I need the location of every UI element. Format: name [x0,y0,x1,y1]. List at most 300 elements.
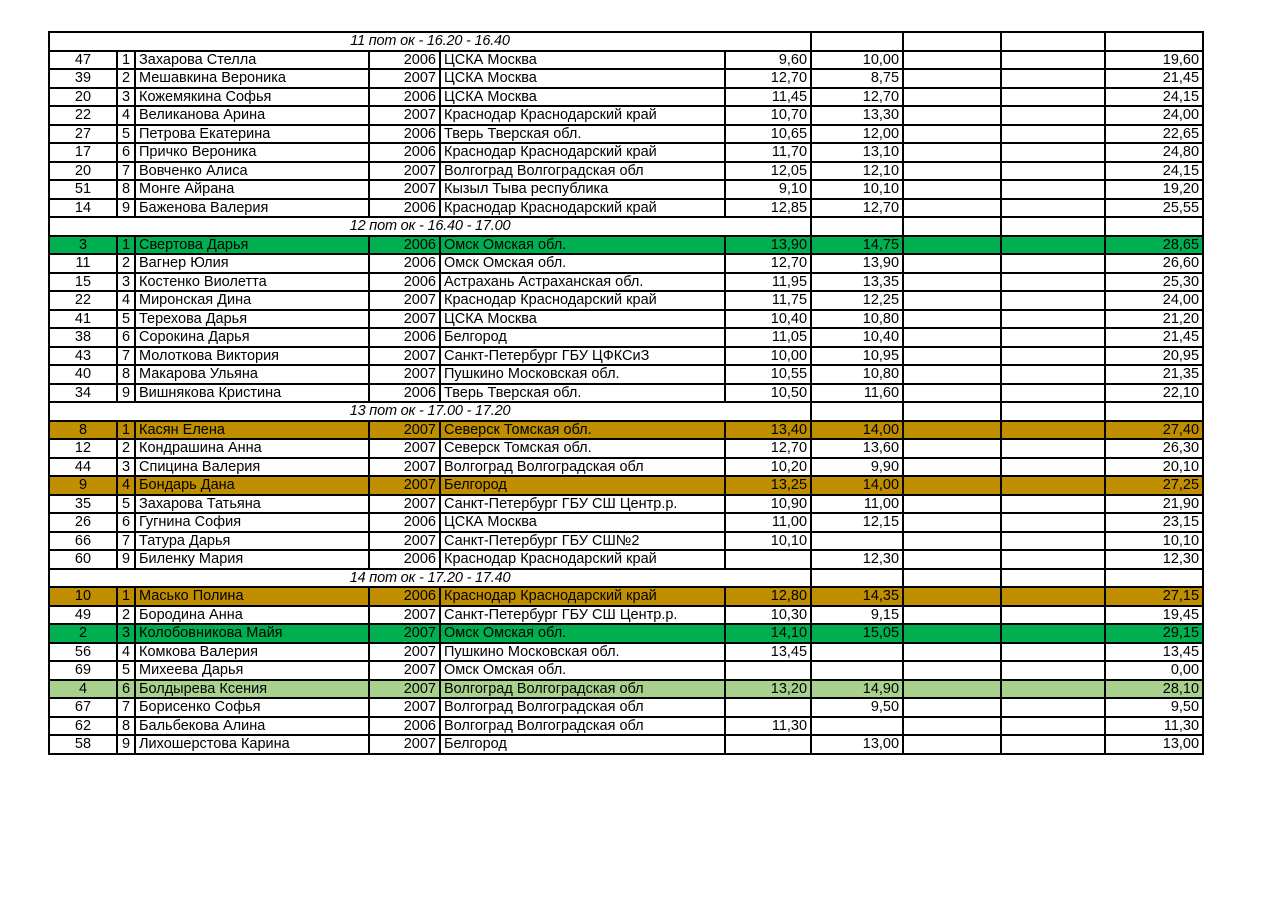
total-cell: 24,15 [1105,162,1203,181]
club-cell: Волгоград Волгоградская обл [440,458,725,477]
score-1-cell: 11,30 [725,717,811,736]
place-cell: 51 [49,180,117,199]
birth-year-cell: 2007 [369,698,440,717]
club-cell: ЦСКА Москва [440,88,725,107]
athlete-name-cell: Макарова Ульяна [135,365,369,384]
club-cell: Краснодар Краснодарский край [440,106,725,125]
score-3-cell [903,51,1001,70]
birth-year-cell: 2006 [369,51,440,70]
start-number-cell: 4 [117,291,135,310]
birth-year-cell: 2007 [369,291,440,310]
place-cell: 43 [49,347,117,366]
start-number-cell: 6 [117,513,135,532]
start-number-cell: 2 [117,439,135,458]
empty-header-cell [903,569,1001,588]
score-1-cell: 10,90 [725,495,811,514]
place-cell: 49 [49,606,117,625]
birth-year-cell: 2006 [369,587,440,606]
score-2-cell: 10,95 [811,347,903,366]
place-cell: 34 [49,384,117,403]
total-cell: 19,20 [1105,180,1203,199]
club-cell: Омск Омская обл. [440,236,725,255]
score-4-cell [1001,735,1105,754]
birth-year-cell: 2007 [369,69,440,88]
start-number-cell: 3 [117,624,135,643]
birth-year-cell: 2006 [369,143,440,162]
club-cell: Омск Омская обл. [440,661,725,680]
score-1-cell: 11,70 [725,143,811,162]
score-4-cell [1001,143,1105,162]
club-cell: ЦСКА Москва [440,310,725,329]
athlete-name-cell: Вовченко Алиса [135,162,369,181]
table-row [49,421,1203,440]
club-cell: Краснодар Краснодарский край [440,291,725,310]
start-number-cell: 4 [117,643,135,662]
athlete-name-cell: Миронская Дина [135,291,369,310]
score-3-cell [903,532,1001,551]
total-cell: 20,10 [1105,458,1203,477]
score-3-cell [903,624,1001,643]
place-cell: 69 [49,661,117,680]
table-row [49,735,1203,754]
start-number-cell: 9 [117,550,135,569]
score-2-cell: 9,15 [811,606,903,625]
birth-year-cell: 2007 [369,532,440,551]
total-cell: 10,10 [1105,532,1203,551]
start-number-cell: 1 [117,587,135,606]
flow-header-row [49,402,1203,421]
score-2-cell: 10,80 [811,365,903,384]
score-4-cell [1001,328,1105,347]
club-cell: Тверь Тверская обл. [440,125,725,144]
athlete-name-cell: Комкова Валерия [135,643,369,662]
birth-year-cell: 2007 [369,421,440,440]
score-4-cell [1001,291,1105,310]
score-1-cell: 10,40 [725,310,811,329]
score-4-cell [1001,495,1105,514]
birth-year-cell: 2006 [369,254,440,273]
birth-year-cell: 2006 [369,384,440,403]
club-cell: Северск Томская обл. [440,421,725,440]
score-3-cell [903,661,1001,680]
club-cell: Пушкино Московская обл. [440,365,725,384]
score-4-cell [1001,254,1105,273]
birth-year-cell: 2007 [369,106,440,125]
place-cell: 44 [49,458,117,477]
score-2-cell [811,717,903,736]
total-cell: 24,80 [1105,143,1203,162]
score-3-cell [903,384,1001,403]
score-3-cell [903,106,1001,125]
birth-year-cell: 2006 [369,88,440,107]
total-cell: 26,60 [1105,254,1203,273]
total-cell: 19,45 [1105,606,1203,625]
start-number-cell: 1 [117,421,135,440]
athlete-name-cell: Кожемякина Софья [135,88,369,107]
empty-header-cell [1001,217,1105,236]
athlete-name-cell: Сорокина Дарья [135,328,369,347]
table-row [49,661,1203,680]
empty-header-cell [1001,402,1105,421]
birth-year-cell: 2007 [369,606,440,625]
birth-year-cell: 2007 [369,476,440,495]
score-1-cell: 10,10 [725,532,811,551]
birth-year-cell: 2007 [369,162,440,181]
start-number-cell: 2 [117,254,135,273]
club-cell: Астрахань Астраханская обл. [440,273,725,292]
place-cell: 8 [49,421,117,440]
score-3-cell [903,273,1001,292]
table-row [49,236,1203,255]
club-cell: Пушкино Московская обл. [440,643,725,662]
athlete-name-cell: Молоткова Виктория [135,347,369,366]
table-row [49,698,1203,717]
empty-header-cell [1001,32,1105,51]
start-number-cell: 5 [117,125,135,144]
total-cell: 27,40 [1105,421,1203,440]
start-number-cell: 1 [117,51,135,70]
score-2-cell: 10,40 [811,328,903,347]
birth-year-cell: 2007 [369,495,440,514]
score-1-cell: 10,50 [725,384,811,403]
club-cell: Волгоград Волгоградская обл [440,162,725,181]
score-2-cell: 12,15 [811,513,903,532]
score-1-cell: 11,05 [725,328,811,347]
start-number-cell: 6 [117,680,135,699]
score-3-cell [903,69,1001,88]
birth-year-cell: 2007 [369,643,440,662]
start-number-cell: 9 [117,735,135,754]
start-number-cell: 7 [117,698,135,717]
place-cell: 56 [49,643,117,662]
athlete-name-cell: Захарова Татьяна [135,495,369,514]
total-cell: 25,55 [1105,199,1203,218]
table-row [49,532,1203,551]
athlete-name-cell: Болдырева Ксения [135,680,369,699]
place-cell: 27 [49,125,117,144]
score-2-cell: 14,00 [811,421,903,440]
athlete-name-cell: Спицина Валерия [135,458,369,477]
empty-header-cell [1105,217,1203,236]
place-cell: 15 [49,273,117,292]
score-2-cell [811,661,903,680]
score-2-cell: 13,00 [811,735,903,754]
score-2-cell: 14,35 [811,587,903,606]
flow-title: 11 пот ок - 16.20 - 16.40 [49,32,811,51]
club-cell: Санкт-Петербург ГБУ СШ№2 [440,532,725,551]
score-4-cell [1001,624,1105,643]
athlete-name-cell: Касян Елена [135,421,369,440]
table-row [49,550,1203,569]
score-3-cell [903,310,1001,329]
table-row [49,143,1203,162]
empty-header-cell [811,569,903,588]
score-2-cell: 13,90 [811,254,903,273]
score-2-cell: 14,90 [811,680,903,699]
score-3-cell [903,162,1001,181]
score-4-cell [1001,513,1105,532]
score-3-cell [903,328,1001,347]
score-2-cell [811,532,903,551]
birth-year-cell: 2007 [369,680,440,699]
birth-year-cell: 2007 [369,439,440,458]
athlete-name-cell: Михеева Дарья [135,661,369,680]
start-number-cell: 6 [117,143,135,162]
score-3-cell [903,476,1001,495]
start-number-cell: 5 [117,495,135,514]
score-2-cell: 12,25 [811,291,903,310]
score-1-cell: 9,60 [725,51,811,70]
total-cell: 0,00 [1105,661,1203,680]
table-row [49,513,1203,532]
score-3-cell [903,458,1001,477]
score-2-cell: 13,30 [811,106,903,125]
score-1-cell [725,735,811,754]
score-1-cell: 12,70 [725,69,811,88]
club-cell: Кызыл Тыва республика [440,180,725,199]
table-row [49,162,1203,181]
score-3-cell [903,735,1001,754]
score-3-cell [903,291,1001,310]
total-cell: 27,15 [1105,587,1203,606]
score-1-cell: 11,00 [725,513,811,532]
athlete-name-cell: Гугнина София [135,513,369,532]
score-4-cell [1001,476,1105,495]
empty-header-cell [811,32,903,51]
club-cell: Белгород [440,476,725,495]
table-row [49,384,1203,403]
score-3-cell [903,587,1001,606]
table-row [49,476,1203,495]
athlete-name-cell: Баженова Валерия [135,199,369,218]
total-cell: 11,30 [1105,717,1203,736]
start-number-cell: 5 [117,310,135,329]
club-cell: Омск Омская обл. [440,254,725,273]
total-cell: 21,45 [1105,328,1203,347]
total-cell: 29,15 [1105,624,1203,643]
score-2-cell: 10,80 [811,310,903,329]
total-cell: 28,65 [1105,236,1203,255]
birth-year-cell: 2006 [369,236,440,255]
place-cell: 20 [49,162,117,181]
place-cell: 47 [49,51,117,70]
birth-year-cell: 2006 [369,513,440,532]
place-cell: 67 [49,698,117,717]
birth-year-cell: 2006 [369,717,440,736]
table-row [49,624,1203,643]
athlete-name-cell: Причко Вероника [135,143,369,162]
total-cell: 23,15 [1105,513,1203,532]
start-number-cell: 3 [117,458,135,477]
total-cell: 24,15 [1105,88,1203,107]
athlete-name-cell: Монге Айрана [135,180,369,199]
table-row [49,180,1203,199]
score-1-cell: 13,40 [725,421,811,440]
score-2-cell [811,643,903,662]
start-number-cell: 3 [117,88,135,107]
place-cell: 3 [49,236,117,255]
place-cell: 35 [49,495,117,514]
score-1-cell: 13,90 [725,236,811,255]
place-cell: 41 [49,310,117,329]
score-2-cell: 8,75 [811,69,903,88]
place-cell: 14 [49,199,117,218]
start-number-cell: 7 [117,162,135,181]
score-3-cell [903,439,1001,458]
athlete-name-cell: Бородина Анна [135,606,369,625]
athlete-name-cell: Масько Полина [135,587,369,606]
total-cell: 9,50 [1105,698,1203,717]
score-2-cell: 11,60 [811,384,903,403]
score-4-cell [1001,199,1105,218]
place-cell: 22 [49,291,117,310]
score-4-cell [1001,273,1105,292]
club-cell: Санкт-Петербург ГБУ СШ Центр.р. [440,495,725,514]
score-4-cell [1001,532,1105,551]
club-cell: Тверь Тверская обл. [440,384,725,403]
score-1-cell: 11,75 [725,291,811,310]
place-cell: 20 [49,88,117,107]
club-cell: Краснодар Краснодарский край [440,143,725,162]
place-cell: 12 [49,439,117,458]
score-3-cell [903,421,1001,440]
total-cell: 13,00 [1105,735,1203,754]
score-4-cell [1001,680,1105,699]
total-cell: 21,35 [1105,365,1203,384]
club-cell: Белгород [440,735,725,754]
empty-header-cell [903,217,1001,236]
table-row [49,69,1203,88]
place-cell: 11 [49,254,117,273]
athlete-name-cell: Вагнер Юлия [135,254,369,273]
table-row [49,606,1203,625]
empty-header-cell [1105,569,1203,588]
club-cell: Северск Томская обл. [440,439,725,458]
total-cell: 28,10 [1105,680,1203,699]
athlete-name-cell: Захарова Стелла [135,51,369,70]
score-3-cell [903,550,1001,569]
total-cell: 20,95 [1105,347,1203,366]
start-number-cell: 8 [117,365,135,384]
club-cell: Краснодар Краснодарский край [440,550,725,569]
total-cell: 12,30 [1105,550,1203,569]
score-1-cell: 12,70 [725,254,811,273]
birth-year-cell: 2006 [369,199,440,218]
table-row [49,291,1203,310]
score-1-cell: 11,95 [725,273,811,292]
start-number-cell: 6 [117,328,135,347]
table-row [49,310,1203,329]
score-1-cell: 10,70 [725,106,811,125]
score-4-cell [1001,162,1105,181]
score-3-cell [903,254,1001,273]
score-4-cell [1001,550,1105,569]
table-row [49,125,1203,144]
place-cell: 38 [49,328,117,347]
score-4-cell [1001,347,1105,366]
table-row [49,347,1203,366]
athlete-name-cell: Мешавкина Вероника [135,69,369,88]
score-3-cell [903,180,1001,199]
score-3-cell [903,717,1001,736]
score-1-cell: 13,45 [725,643,811,662]
club-cell: Краснодар Краснодарский край [440,199,725,218]
score-4-cell [1001,236,1105,255]
score-2-cell: 12,70 [811,88,903,107]
score-3-cell [903,347,1001,366]
flow-title: 14 пот ок - 17.20 - 17.40 [49,569,811,588]
athlete-name-cell: Колобовникова Майя [135,624,369,643]
score-3-cell [903,513,1001,532]
score-1-cell: 9,10 [725,180,811,199]
score-1-cell: 12,85 [725,199,811,218]
score-1-cell [725,661,811,680]
score-2-cell: 14,00 [811,476,903,495]
score-1-cell: 10,30 [725,606,811,625]
score-1-cell: 12,05 [725,162,811,181]
score-4-cell [1001,587,1105,606]
score-1-cell: 13,20 [725,680,811,699]
table-row [49,199,1203,218]
total-cell: 21,20 [1105,310,1203,329]
empty-header-cell [1105,32,1203,51]
birth-year-cell: 2007 [369,661,440,680]
place-cell: 9 [49,476,117,495]
place-cell: 22 [49,106,117,125]
athlete-name-cell: Вишнякова Кристина [135,384,369,403]
score-2-cell: 9,50 [811,698,903,717]
table-row [49,88,1203,107]
place-cell: 40 [49,365,117,384]
score-4-cell [1001,125,1105,144]
score-3-cell [903,88,1001,107]
score-1-cell: 10,55 [725,365,811,384]
athlete-name-cell: Свертова Дарья [135,236,369,255]
score-1-cell: 10,20 [725,458,811,477]
club-cell: ЦСКА Москва [440,51,725,70]
score-4-cell [1001,643,1105,662]
score-3-cell [903,143,1001,162]
place-cell: 66 [49,532,117,551]
score-4-cell [1001,180,1105,199]
score-4-cell [1001,717,1105,736]
total-cell: 22,65 [1105,125,1203,144]
empty-header-cell [1001,569,1105,588]
table-row [49,328,1203,347]
score-4-cell [1001,698,1105,717]
start-number-cell: 2 [117,69,135,88]
score-2-cell: 12,70 [811,199,903,218]
athlete-name-cell: Лихошерстова Карина [135,735,369,754]
score-2-cell: 12,10 [811,162,903,181]
club-cell: Волгоград Волгоградская обл [440,698,725,717]
score-1-cell: 11,45 [725,88,811,107]
place-cell: 2 [49,624,117,643]
score-3-cell [903,680,1001,699]
score-1-cell: 12,70 [725,439,811,458]
birth-year-cell: 2007 [369,624,440,643]
score-2-cell: 9,90 [811,458,903,477]
table-row [49,587,1203,606]
score-3-cell [903,365,1001,384]
score-2-cell: 10,10 [811,180,903,199]
score-4-cell [1001,310,1105,329]
score-2-cell: 12,30 [811,550,903,569]
table-row [49,51,1203,70]
table-row [49,680,1203,699]
score-4-cell [1001,439,1105,458]
score-2-cell: 13,35 [811,273,903,292]
